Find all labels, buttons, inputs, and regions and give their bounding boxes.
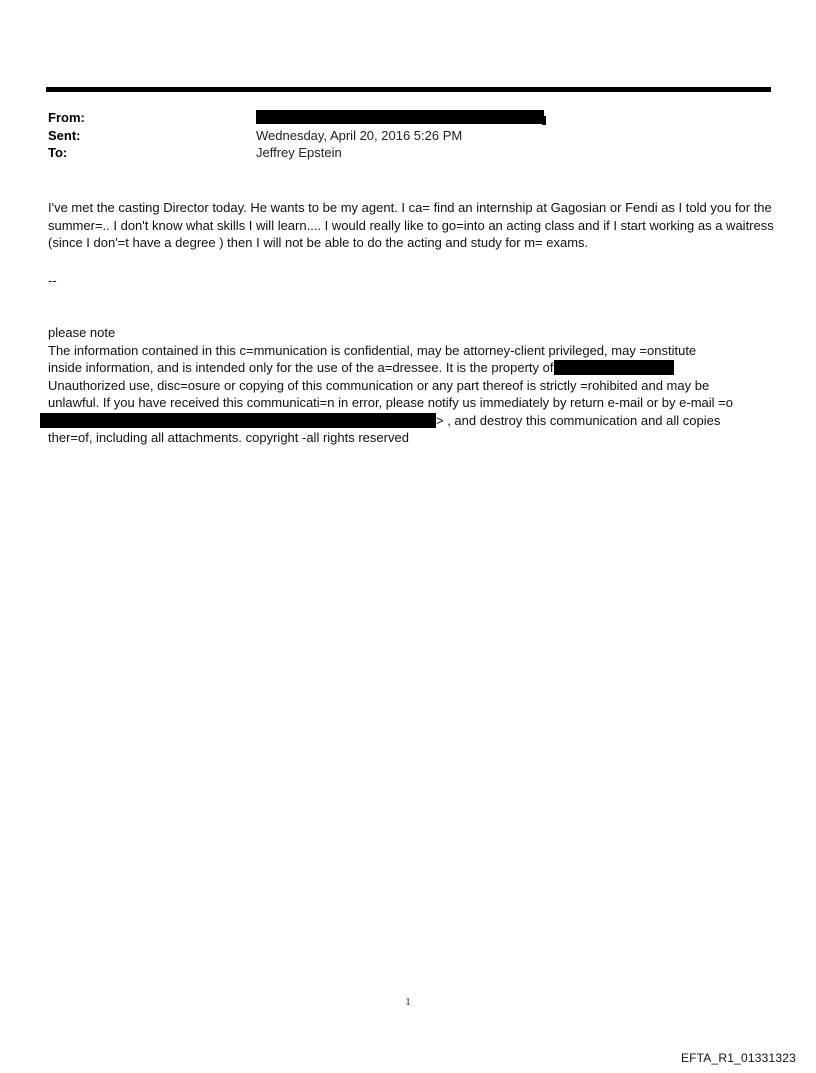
notice-line-3: Unauthorized use, disc=osure or copying of this communication or any part thereof is strictly =rohibited and may be xyxy=(48,377,710,393)
sent-label: Sent: xyxy=(48,127,81,143)
notice-line-5 xyxy=(48,412,788,430)
from-label: From: xyxy=(48,110,85,125)
to-value: Jeffrey Epstein xyxy=(256,145,342,160)
redacted-sender xyxy=(256,110,544,124)
signature-separator: -- xyxy=(48,273,57,288)
to-label: To: xyxy=(48,145,68,160)
to-row xyxy=(48,144,768,162)
notice-heading: please note xyxy=(48,325,116,340)
notice-line-4: unlawful. If you have received this communicati=n in error, please notify us immediately by return e-mail or by e-mail =o xyxy=(48,395,733,410)
from-row xyxy=(48,109,768,127)
notice-line-5-text: > , and destroy this communication and all copies xyxy=(436,412,721,428)
email-header xyxy=(48,109,768,162)
body-paragraph: I've met the casting Director today. He wants to be my agent. I ca= find an internship at Gagosian or Fendi as I told you for the summer=.. I don't know what skills I will learn.... I would really like to go=into an acting class and if I start working as a waitress (since I don'=t have a degree ) then I will not be able to do the acting and study for m= exams. xyxy=(48,200,774,250)
confidentiality-notice xyxy=(48,324,788,447)
notice-line-2 xyxy=(48,359,788,377)
redacted-sender-tail xyxy=(542,116,546,125)
sent-value: Wednesday, April 20, 2016 5:26 PM xyxy=(256,127,463,143)
page-number: 1 xyxy=(405,996,411,1008)
notice-line-1: The information contained in this c=mmunication is confidential, may be attorney-client privileged, may =onstitute xyxy=(48,342,697,358)
sent-row xyxy=(48,127,768,145)
notice-line-2-text: inside information, and is intended only for the use of the a=dressee. It is the property of xyxy=(48,360,554,375)
redacted-email-address xyxy=(40,413,436,428)
notice-line-6: ther=of, including all attachments. copyright -all rights reserved xyxy=(48,430,409,445)
document-id: EFTA_R1_01331323 xyxy=(680,1051,796,1065)
redacted-property-owner xyxy=(554,360,674,375)
header-rule xyxy=(46,87,771,92)
email-body xyxy=(48,199,776,252)
